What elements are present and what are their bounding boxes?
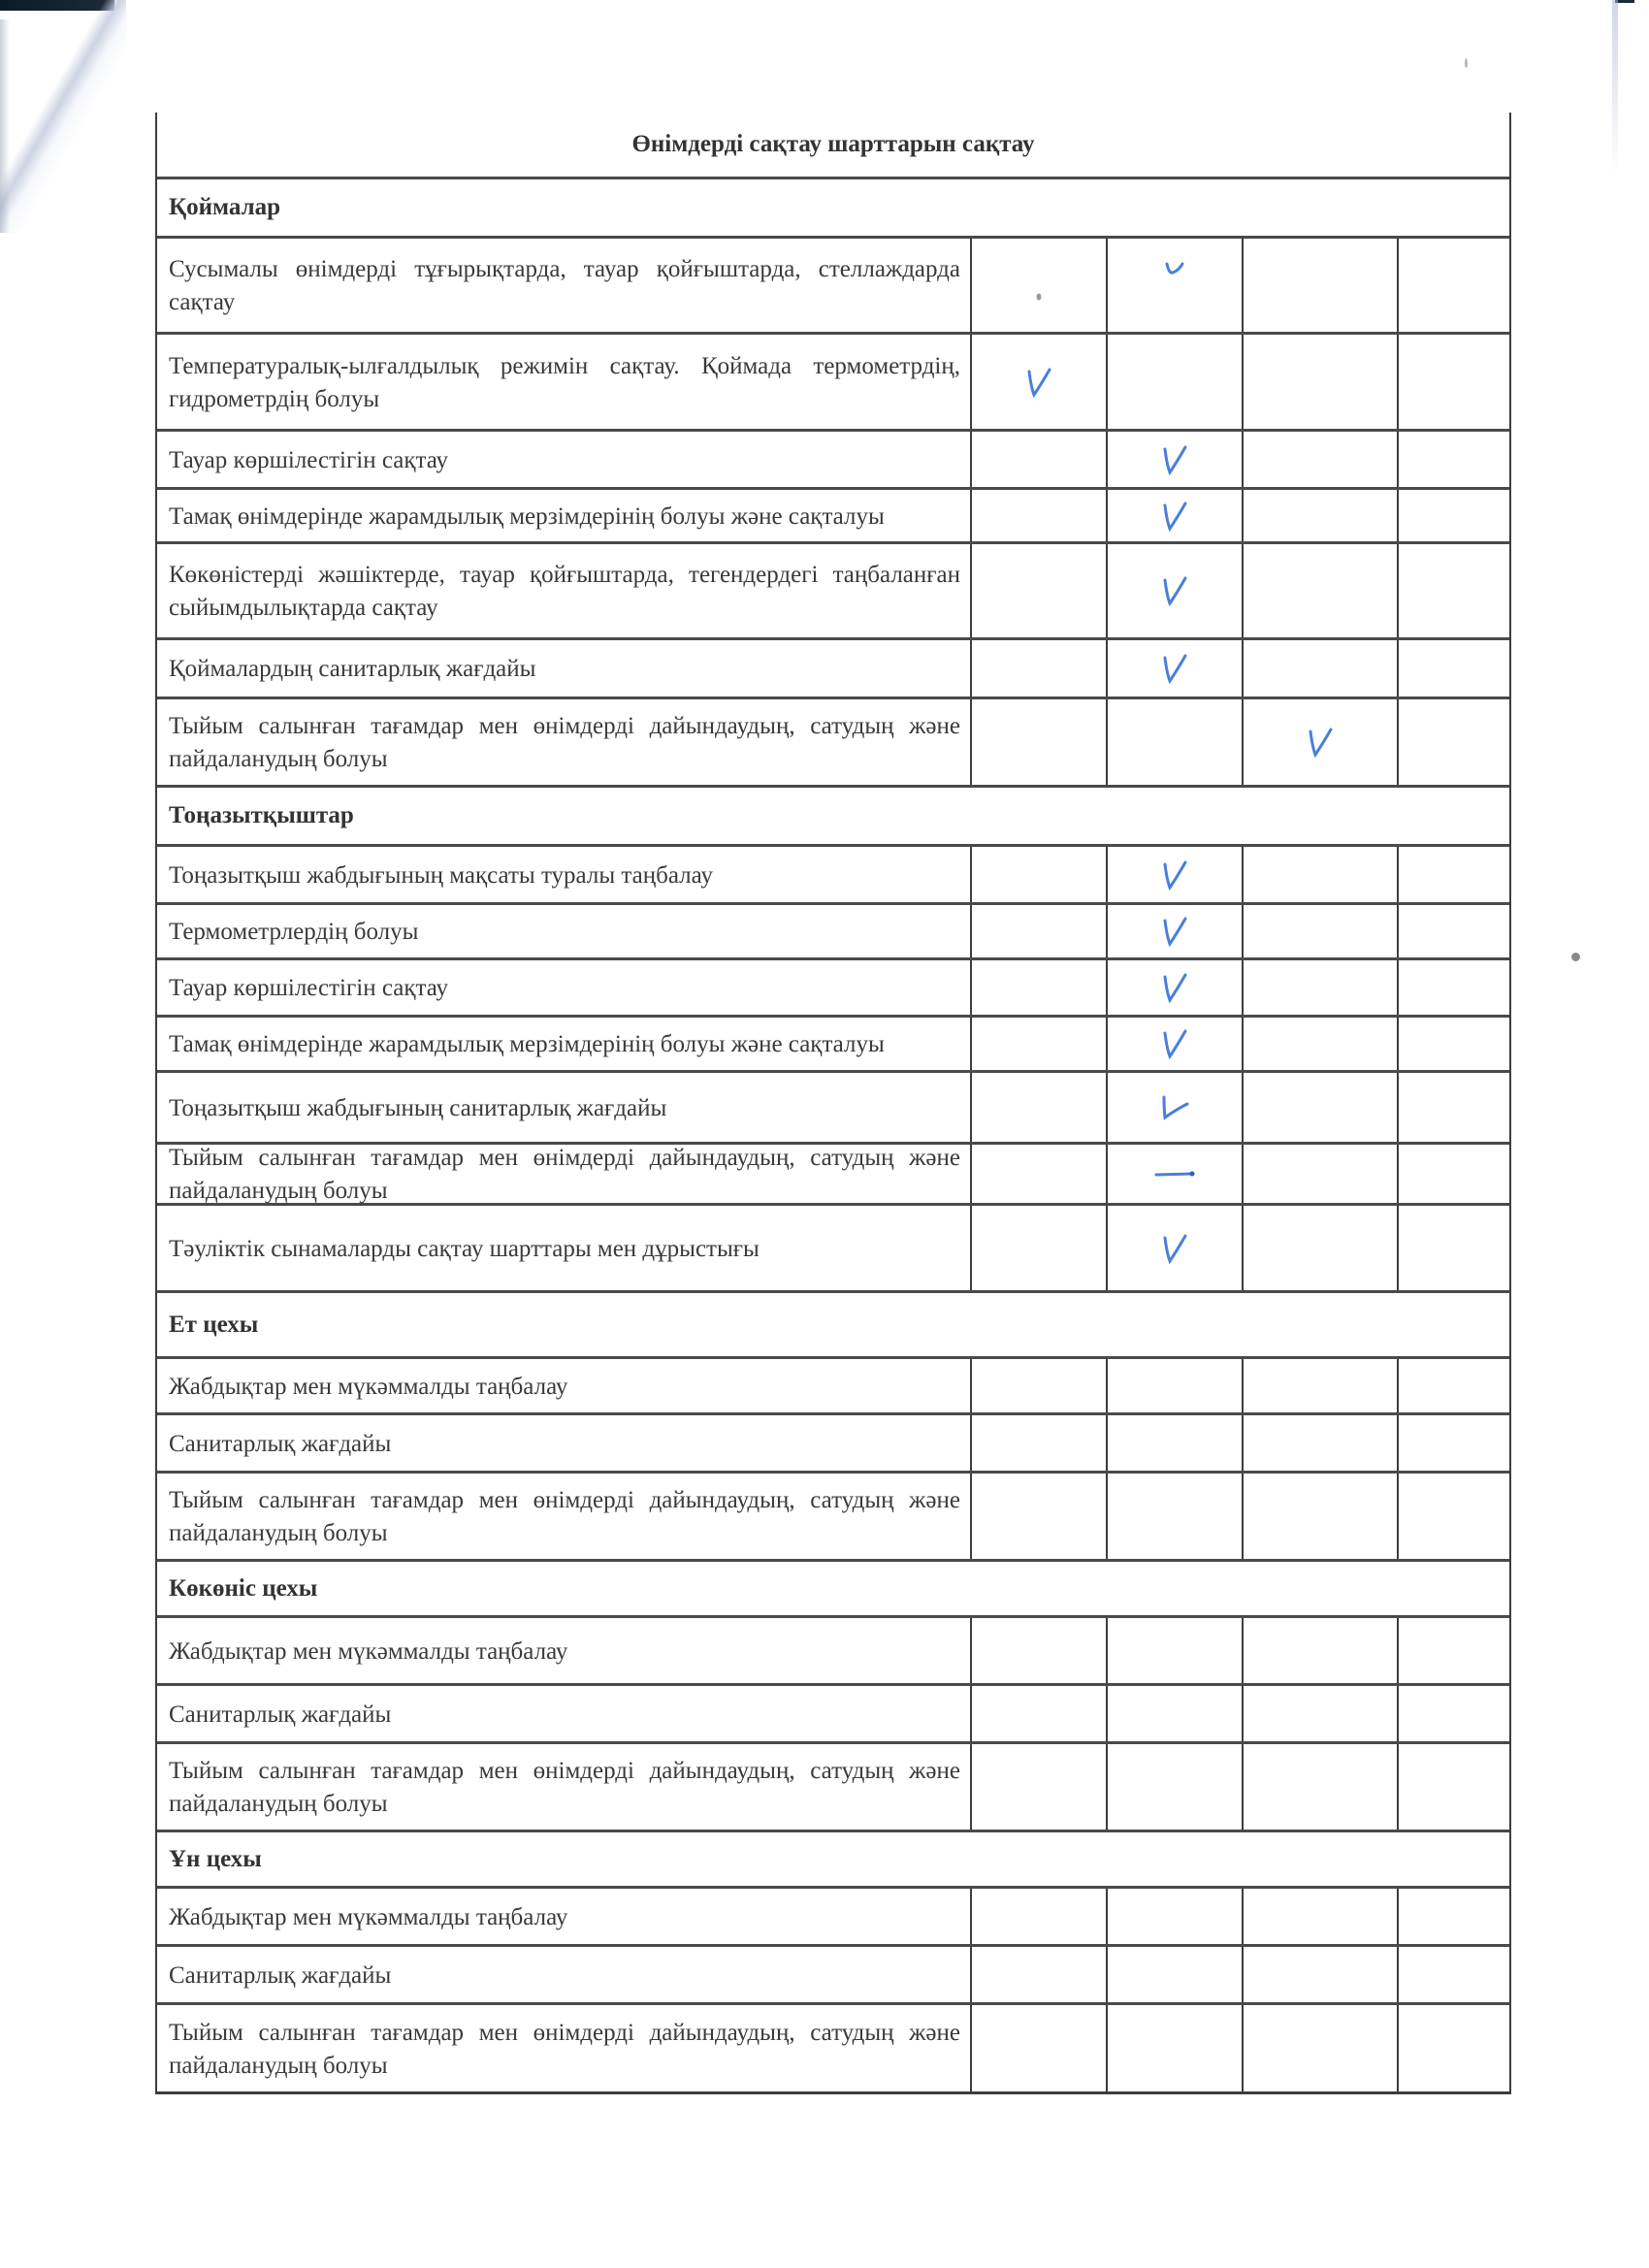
criterion-text: Санитарлық жағдайы <box>169 1430 392 1457</box>
status-column-2-cell[interactable] <box>1106 699 1242 785</box>
table-row <box>157 1741 1509 1830</box>
status-column-1-cell[interactable] <box>970 1889 1106 1944</box>
criterion-cell <box>157 1618 970 1683</box>
criterion-cell <box>157 2005 970 2091</box>
table-row <box>157 844 1509 902</box>
criterion-text: Температуралық-ылғалдылық режимін сақтау. Қоймада термометрдің, гидрометрдің болуы <box>169 352 960 412</box>
criterion-cell <box>157 1145 970 1203</box>
table-row <box>157 332 1509 429</box>
status-column-2-cell[interactable] <box>1106 847 1242 902</box>
status-column-1-cell[interactable] <box>970 1474 1106 1559</box>
status-column-3-cell[interactable] <box>1242 1073 1397 1142</box>
status-column-2-cell[interactable] <box>1106 1686 1242 1741</box>
criterion-text: Тамақ өнімдерінде жарамдылық мерзімдерінің болуы және сақталуы <box>169 502 885 530</box>
status-column-4-cell[interactable] <box>1397 1947 1509 2002</box>
status-column-2-cell[interactable] <box>1106 1206 1242 1290</box>
status-column-1-cell[interactable] <box>970 1686 1106 1741</box>
check-mark-icon <box>1160 915 1189 948</box>
checklist-table <box>155 113 1511 2094</box>
criterion-text: Көкөністерді жәшіктерде, тауар қойғыштарда, тегендердегі таңбаланған сыйымдылықтарда сақтау <box>169 562 960 621</box>
check-mark-icon <box>1158 1094 1191 1121</box>
status-column-3-cell[interactable] <box>1242 960 1397 1015</box>
status-column-2-cell[interactable] <box>1106 239 1242 332</box>
criterion-text: Тамақ өнімдерінде жарамдылық мерзімдерінің болуы және сақталуы <box>169 1031 885 1057</box>
criterion-cell <box>157 1206 970 1290</box>
table-row <box>157 1615 1509 1683</box>
scan-edge-shadow-right <box>1615 0 1634 3</box>
status-column-3-cell[interactable] <box>1242 1018 1397 1070</box>
status-column-1-cell[interactable] <box>970 1073 1106 1142</box>
status-column-2-cell[interactable] <box>1106 544 1242 637</box>
criterion-cell <box>157 847 970 902</box>
status-column-4-cell[interactable] <box>1397 1744 1509 1830</box>
status-column-3-cell[interactable] <box>1242 1889 1397 1944</box>
status-column-2-cell[interactable] <box>1106 1018 1242 1070</box>
scan-speck <box>1465 58 1468 68</box>
check-mark-icon <box>1024 366 1053 399</box>
section-title: Көкөніс цехы <box>169 1574 318 1602</box>
status-column-3-cell[interactable] <box>1242 905 1397 957</box>
check-mark-icon <box>1160 443 1189 476</box>
status-column-1-cell[interactable] <box>970 1744 1106 1830</box>
criterion-cell <box>157 1686 970 1741</box>
criterion-cell <box>157 1073 970 1142</box>
criterion-text: Тауар көршілестігін сақтау <box>169 446 449 473</box>
status-column-2-cell[interactable] <box>1106 1618 1242 1683</box>
criterion-text: Жабдықтар мен мүкәммалды таңбалау <box>169 1903 568 1930</box>
status-column-1-cell[interactable] <box>970 905 1106 957</box>
criterion-text: Тыйым салынған тағамдар мен өнімдерді дайындаудың, сатудың және пайдаланудың болуы <box>169 1758 960 1817</box>
check-mark-icon <box>1160 1027 1189 1060</box>
status-column-3-cell[interactable] <box>1242 490 1397 541</box>
table-row <box>157 1203 1509 1290</box>
status-column-3-cell[interactable] <box>1242 1359 1397 1412</box>
criterion-text: Санитарлық жағдайы <box>169 1701 392 1728</box>
status-column-2-cell[interactable] <box>1106 1947 1242 2002</box>
status-column-2-cell[interactable] <box>1106 1889 1242 1944</box>
pen-dot-mark-icon <box>1035 292 1043 302</box>
table-row <box>157 1356 1509 1412</box>
status-column-1-cell[interactable] <box>970 1206 1106 1290</box>
criterion-text: Тоңазытқыш жабдығының санитарлық жағдайы <box>169 1094 667 1121</box>
criterion-cell <box>157 1474 970 1559</box>
check-mark-icon <box>1160 971 1189 1004</box>
status-column-4-cell[interactable] <box>1397 544 1509 637</box>
section-header-row <box>157 785 1509 844</box>
table-row <box>157 429 1509 487</box>
status-column-4-cell[interactable] <box>1397 1474 1509 1559</box>
section-header-row <box>157 1830 1509 1886</box>
status-column-1-cell[interactable] <box>970 1415 1106 1471</box>
criterion-cell <box>157 1744 970 1830</box>
dash-mark-icon <box>1153 1169 1196 1179</box>
table-title-row <box>157 113 1509 177</box>
status-column-1-cell[interactable] <box>970 847 1106 902</box>
status-column-3-cell[interactable] <box>1242 1415 1397 1471</box>
status-column-3-cell[interactable] <box>1242 699 1397 785</box>
table-row <box>157 1412 1509 1471</box>
status-column-2-cell[interactable] <box>1106 1073 1242 1142</box>
status-column-2-cell[interactable] <box>1106 1474 1242 1559</box>
criterion-cell <box>157 699 970 785</box>
status-column-3-cell[interactable] <box>1242 640 1397 697</box>
status-column-1-cell[interactable] <box>970 432 1106 487</box>
status-column-2-cell[interactable] <box>1106 1145 1242 1203</box>
status-column-3-cell[interactable] <box>1242 544 1397 637</box>
table-row <box>157 487 1509 541</box>
status-column-1-cell[interactable] <box>970 1359 1106 1412</box>
status-column-4-cell[interactable] <box>1397 847 1509 902</box>
criterion-text: Жабдықтар мен мүкәммалды таңбалау <box>169 1373 568 1400</box>
table-row <box>157 541 1509 637</box>
paper-fold-edge <box>0 0 126 233</box>
criterion-text: Санитарлық жағдайы <box>169 1961 392 1989</box>
table-title: Өнімдерді сақтау шарттарын сақтау <box>631 131 1035 157</box>
status-column-1-cell[interactable] <box>970 544 1106 637</box>
status-column-1-cell[interactable] <box>970 1947 1106 2002</box>
criterion-cell <box>157 432 970 487</box>
status-column-1-cell[interactable] <box>970 960 1106 1015</box>
status-column-4-cell[interactable] <box>1397 1415 1509 1471</box>
table-row <box>157 902 1509 957</box>
criterion-text: Термометрлердің болуы <box>169 919 419 945</box>
status-column-1-cell[interactable] <box>970 1145 1106 1203</box>
criterion-text: Тауар көршілестігін сақтау <box>169 975 449 1001</box>
status-column-4-cell[interactable] <box>1397 905 1509 957</box>
status-column-2-cell[interactable] <box>1106 432 1242 487</box>
criterion-text: Тыйым салынған тағамдар мен өнімдерді дайындаудың, сатудың және пайдаланудың болуы <box>169 1145 960 1204</box>
status-column-2-cell[interactable] <box>1106 2005 1242 2091</box>
check-mark-icon <box>1160 859 1189 891</box>
scan-edge-right <box>1612 0 1618 175</box>
status-column-1-cell[interactable] <box>970 490 1106 541</box>
criterion-text: Қоймалардың санитарлық жағдайы <box>169 656 536 682</box>
criterion-cell <box>157 1359 970 1412</box>
status-column-4-cell[interactable] <box>1397 1618 1509 1683</box>
status-column-4-cell[interactable] <box>1397 490 1509 541</box>
criterion-cell <box>157 490 970 541</box>
status-column-1-cell[interactable] <box>970 1618 1106 1683</box>
criterion-text: Тыйым салынған тағамдар мен өнімдерді дайындаудың, сатудың және пайдаланудың болуы <box>169 2019 960 2079</box>
status-column-3-cell[interactable] <box>1242 432 1397 487</box>
status-column-1-cell[interactable] <box>970 640 1106 697</box>
table-row <box>157 697 1509 785</box>
status-column-3-cell[interactable] <box>1242 1145 1397 1203</box>
status-column-4-cell[interactable] <box>1397 1018 1509 1070</box>
status-column-1-cell[interactable] <box>970 239 1106 332</box>
status-column-4-cell[interactable] <box>1397 640 1509 697</box>
criterion-text: Тәуліктік сынамаларды сақтау шарттары мен дұрыстығы <box>169 1235 760 1262</box>
status-column-2-cell[interactable] <box>1106 960 1242 1015</box>
status-column-3-cell[interactable] <box>1242 239 1397 332</box>
status-column-4-cell[interactable] <box>1397 1073 1509 1142</box>
status-column-2-cell[interactable] <box>1106 1744 1242 1830</box>
table-row <box>157 1070 1509 1142</box>
table-row <box>157 2002 1509 2091</box>
status-column-3-cell[interactable] <box>1242 1474 1397 1559</box>
status-column-2-cell[interactable] <box>1106 490 1242 541</box>
check-mark-icon <box>1160 1232 1189 1265</box>
table-row <box>157 637 1509 697</box>
status-column-4-cell[interactable] <box>1397 1889 1509 1944</box>
status-column-4-cell[interactable] <box>1397 1359 1509 1412</box>
status-column-3-cell[interactable] <box>1242 335 1397 429</box>
status-column-4-cell[interactable] <box>1397 239 1509 332</box>
criterion-cell <box>157 1947 970 2002</box>
status-column-4-cell[interactable] <box>1397 699 1509 785</box>
table-row <box>157 957 1509 1015</box>
criterion-cell <box>157 1415 970 1471</box>
criterion-cell <box>157 544 970 637</box>
status-column-3-cell[interactable] <box>1242 1947 1397 2002</box>
criterion-cell <box>157 960 970 1015</box>
table-row <box>157 1142 1509 1203</box>
status-column-3-cell[interactable] <box>1242 1686 1397 1741</box>
table-row <box>157 1015 1509 1070</box>
status-column-4-cell[interactable] <box>1397 960 1509 1015</box>
criterion-text: Тыйым салынған тағамдар мен өнімдерді дайындаудың, сатудың және пайдаланудың болуы <box>169 1487 960 1546</box>
criterion-text: Тыйым салынған тағамдар мен өнімдерді дайындаудың, сатудың және пайдаланудың болуы <box>169 713 960 772</box>
section-title: Қоймалар <box>169 194 281 220</box>
status-column-3-cell[interactable] <box>1242 847 1397 902</box>
table-row <box>157 1683 1509 1741</box>
criterion-cell <box>157 905 970 957</box>
check-mark-icon <box>1160 500 1189 533</box>
criterion-cell <box>157 1889 970 1944</box>
criterion-text: Сусымалы өнімдерді тұғырықтарда, тауар қойғыштарда, стеллаждарда сақтау <box>169 256 960 315</box>
section-title: Ұн цехы <box>169 1845 262 1872</box>
status-column-1-cell[interactable] <box>970 699 1106 785</box>
check-mark-icon <box>1306 726 1335 759</box>
table-row <box>157 236 1509 332</box>
status-column-4-cell[interactable] <box>1397 335 1509 429</box>
check-mark-icon <box>1160 652 1189 685</box>
scan-speck <box>1571 953 1580 961</box>
criterion-cell <box>157 1018 970 1070</box>
status-column-2-cell[interactable] <box>1106 905 1242 957</box>
scan-edge-shadow-left <box>0 19 10 233</box>
status-column-2-cell[interactable] <box>1106 1415 1242 1471</box>
status-column-1-cell[interactable] <box>970 1018 1106 1070</box>
scan-edge-shadow <box>0 0 114 11</box>
status-column-4-cell[interactable] <box>1397 1206 1509 1290</box>
check-mark-icon <box>1164 261 1185 276</box>
status-column-2-cell[interactable] <box>1106 1359 1242 1412</box>
status-column-3-cell[interactable] <box>1242 2005 1397 2091</box>
status-column-2-cell[interactable] <box>1106 640 1242 697</box>
criterion-text: Тоңазытқыш жабдығының мақсаты туралы таңбалау <box>169 861 713 889</box>
status-column-3-cell[interactable] <box>1242 1618 1397 1683</box>
status-column-4-cell[interactable] <box>1397 432 1509 487</box>
status-column-4-cell[interactable] <box>1397 1145 1509 1203</box>
table-row <box>157 1886 1509 1944</box>
criterion-cell <box>157 335 970 429</box>
section-title: Ет цехы <box>169 1311 259 1338</box>
section-header-row <box>157 177 1509 236</box>
criterion-text: Жабдықтар мен мүкәммалды таңбалау <box>169 1637 568 1665</box>
status-column-4-cell[interactable] <box>1397 1686 1509 1741</box>
status-column-1-cell[interactable] <box>970 335 1106 429</box>
status-column-2-cell[interactable] <box>1106 335 1242 429</box>
table-row <box>157 1471 1509 1559</box>
section-header-row <box>157 1290 1509 1356</box>
check-mark-icon <box>1160 574 1189 607</box>
status-column-1-cell[interactable] <box>970 2005 1106 2091</box>
criterion-cell <box>157 640 970 697</box>
section-header-row <box>157 1559 1509 1615</box>
section-title: Тоңазытқыштар <box>169 802 354 828</box>
status-column-4-cell[interactable] <box>1397 2005 1509 2091</box>
table-row <box>157 1944 1509 2002</box>
status-column-3-cell[interactable] <box>1242 1206 1397 1290</box>
criterion-cell <box>157 239 970 332</box>
status-column-3-cell[interactable] <box>1242 1744 1397 1830</box>
